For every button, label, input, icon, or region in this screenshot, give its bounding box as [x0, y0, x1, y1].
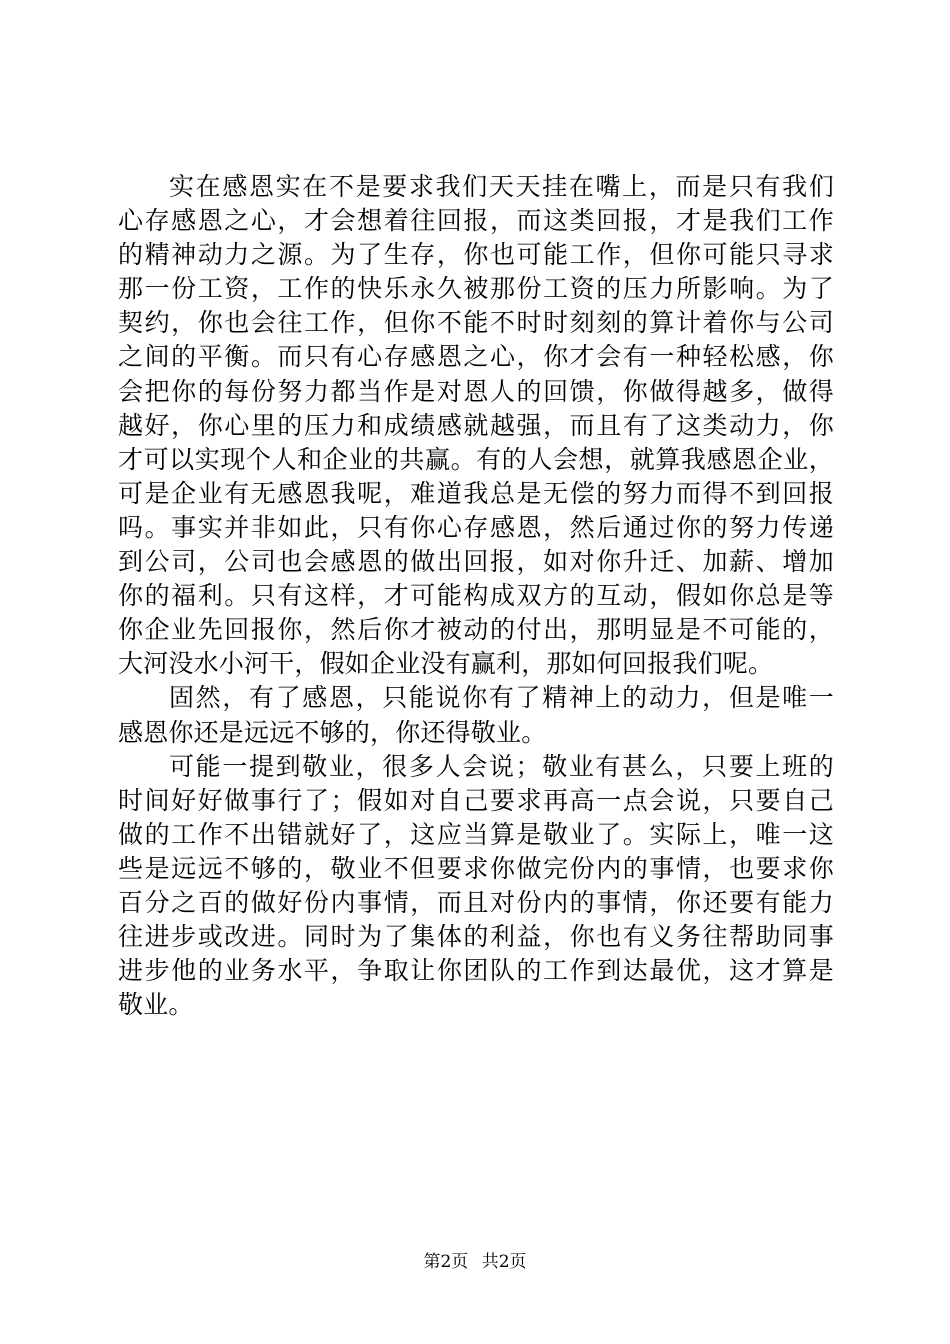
paragraph [118, 170, 834, 681]
text-line: 会把你的每份努力都当作是对恩人的回馈，你做得越多，做得 [118, 376, 834, 406]
text-line: 敬业。 [118, 990, 194, 1020]
text-line: 心存感恩之心，才会想着往回报，而这类回报，才是我们工作 [118, 206, 834, 236]
text-line: 你企业先回报你，然后你才被动的付出，那明显是不可能的， [118, 615, 834, 645]
text-line: 你的福利。只有这样，才可能构成双方的互动，假如你总是等 [118, 581, 834, 611]
page-number: 第2页 [423, 1252, 469, 1272]
text-line: 可能一提到敬业，很多人会说；敬业有甚么，只要上班的 [169, 751, 834, 781]
paragraph [118, 750, 834, 1023]
text-line: 时间好好做事行了；假如对自己要求再高一点会说，只要自己 [118, 785, 834, 815]
text-line: 那一份工资，工作的快乐永久被那份工资的压力所影响。为了 [118, 274, 834, 304]
text-line: 之间的平衡。而只有心存感恩之心，你才会有一种轻松感，你 [118, 342, 834, 372]
text-line: 进步他的业务水平，争取让你团队的工作到达最优，这才算是 [118, 956, 834, 986]
document-body [118, 170, 834, 1022]
text-line: 固然，有了感恩，只能说你有了精神上的动力，但是唯一 [169, 683, 834, 713]
text-line: 实在感恩实在不是要求我们天天挂在嘴上，而是只有我们 [169, 172, 834, 201]
page-total: 共2页 [481, 1252, 527, 1272]
text-line: 的精神动力之源。为了生存，你也可能工作，但你可能只寻求 [118, 240, 834, 270]
text-line: 百分之百的做好份内事情，而且对份内的事情，你还要有能力 [118, 887, 834, 917]
text-line: 可是企业有无感恩我呢，难道我总是无偿的努力而得不到回报 [118, 478, 834, 508]
text-line: 往进步或改进。同时为了集体的利益，你也有义务往帮助同事 [118, 922, 834, 952]
text-line: 到公司，公司也会感恩的做出回报，如对你升迁、加薪、增加 [118, 547, 834, 577]
text-line: 做的工作不出错就好了，这应当算是敬业了。实际上，唯一这 [118, 819, 834, 849]
text-line: 契约，你也会往工作，但你不能不时时刻刻的算计着你与公司 [118, 308, 834, 338]
text-line: 才可以实现个人和企业的共赢。有的人会想，就算我感恩企业， [118, 444, 834, 474]
text-line: 越好，你心里的压力和成绩感就越强，而且有了这类动力，你 [118, 410, 834, 440]
text-line: 大河没水小河干，假如企业没有赢利，那如何回报我们呢。 [118, 649, 774, 679]
paragraph [118, 681, 834, 749]
text-line: 吗。事实并非如此，只有你心存感恩，然后通过你的努力传递 [118, 512, 834, 542]
text-line: 感恩你还是远远不够的，你还得敬业。 [118, 717, 547, 747]
page-footer [0, 1250, 950, 1274]
text-line: 些是远远不够的，敬业不但要求你做完份内的事情，也要求你 [118, 853, 834, 883]
